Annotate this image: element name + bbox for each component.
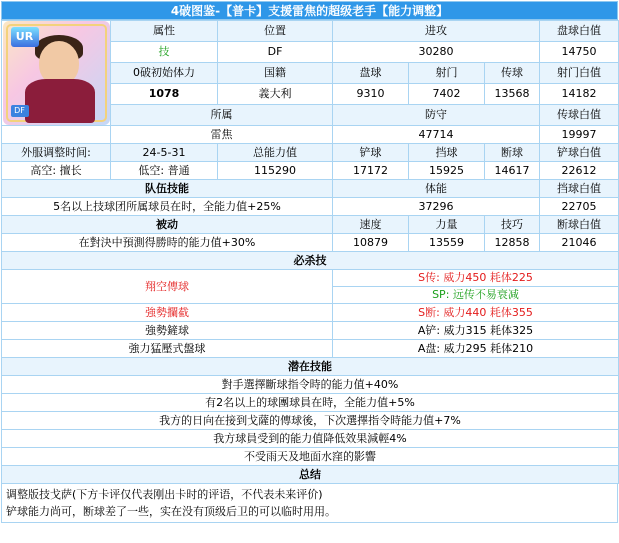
pass-base-label: 传球白值: [540, 105, 619, 126]
team-value: 雷焦: [111, 126, 333, 144]
position-value: DF: [218, 42, 333, 63]
block-base-label: 挡球白值: [540, 180, 619, 198]
intercept-value: 14617: [485, 162, 540, 180]
dribble-base-label: 盘球白值: [540, 21, 619, 42]
tackle-value: 17172: [333, 162, 409, 180]
total-value: 115290: [218, 162, 333, 180]
power-value: 13559: [409, 234, 485, 252]
attr-label: 属性: [111, 21, 218, 42]
appearance-label: 外服调整时间:: [2, 144, 111, 162]
potential-item: 有2名以上的球團球員在時，全能力值+5%: [2, 394, 619, 412]
stamina-value: 37296: [333, 198, 540, 216]
team-skill-header: 队伍技能: [2, 180, 333, 198]
intercept-base-label: 断球白值: [540, 216, 619, 234]
rank-badge: UR: [11, 27, 39, 47]
shoot-base-label: 射门白值: [540, 63, 619, 84]
speed-value: 10879: [333, 234, 409, 252]
block-value: 15925: [409, 162, 485, 180]
block-label: 挡球: [409, 144, 485, 162]
special-effect-line: S传: 威力450 耗体225: [333, 270, 619, 287]
special-name: 翔空傳球: [2, 270, 333, 304]
card-art: [3, 21, 110, 125]
init-stamina-value: 1078: [111, 84, 218, 105]
pass-value: 13568: [485, 84, 540, 105]
shoot-base-value: 14182: [540, 84, 619, 105]
block-base-value: 22705: [540, 198, 619, 216]
shoot-label: 射门: [409, 63, 485, 84]
tackle-base-label: 铲球白值: [540, 144, 619, 162]
dribble-label: 盘球: [333, 63, 409, 84]
tackle-base-value: 22612: [540, 162, 619, 180]
team-label: 所属: [111, 105, 333, 126]
special-effect-line: S断: 威力440 耗体355: [333, 304, 619, 322]
page-title: 4破图鉴-【普卡】支援雷焦的超级老手【能力调整】: [1, 1, 618, 20]
stats-table: [1, 20, 619, 484]
potential-header: 潜在技能: [2, 358, 619, 376]
summary-line: 铲球能力尚可，断球差了一些，实在没有顶级后卫的可以临时用用。: [6, 505, 336, 518]
summary-text: [1, 484, 618, 523]
special-header: 必杀技: [2, 252, 619, 270]
special-effect-line: SP: 远传不易衰减: [333, 287, 619, 304]
special-name: 強力猛壓式盤球: [2, 340, 333, 358]
low-ball-value: 低空: 普通: [111, 162, 218, 180]
summary-line: 调整版技戈萨(下方卡评仅代表刚出卡时的评语，不代表未来评价): [6, 488, 323, 501]
appearance-value: 24-5-31: [111, 144, 218, 162]
power-label: 力量: [409, 216, 485, 234]
intercept-label: 断球: [485, 144, 540, 162]
passive-header: 被动: [2, 216, 333, 234]
team-skill-text: 5名以上技球团所属球员在时，全能力值+25%: [2, 198, 333, 216]
potential-item: 不受雨天及地面水窪的影響: [2, 448, 619, 466]
special-name: 強勢鏟球: [2, 322, 333, 340]
photo-spacer: [2, 126, 111, 144]
card-portrait: [2, 21, 111, 126]
passive-text: 在對決中預測得勝時的能力值+30%: [2, 234, 333, 252]
nationality-value: 義大利: [218, 84, 333, 105]
summary-header: 总结: [2, 466, 619, 484]
technique-label: 技巧: [485, 216, 540, 234]
shoot-value: 7402: [409, 84, 485, 105]
potential-item: 我方的日向在接到戈薩的傳球後，下次選擇指令時能力值+7%: [2, 412, 619, 430]
defense-value: 47714: [333, 126, 540, 144]
special-effect-line: A盘: 威力295 耗体210: [333, 340, 619, 358]
potential-item: 對手選擇斷球指令時的能力值+40%: [2, 376, 619, 394]
defense-label: 防守: [333, 105, 540, 126]
special-effect-line: A铲: 威力315 耗体325: [333, 322, 619, 340]
technique-value: 12858: [485, 234, 540, 252]
position-badge: DF: [11, 105, 29, 117]
potential-item: 我方球員受到的能力值降低效果減輕4%: [2, 430, 619, 448]
intercept-base-value: 21046: [540, 234, 619, 252]
position-label: 位置: [218, 21, 333, 42]
stamina-label: 体能: [333, 180, 540, 198]
attack-value: 30280: [333, 42, 540, 63]
init-stamina-label: 0破初始体力: [111, 63, 218, 84]
dribble-value: 9310: [333, 84, 409, 105]
high-ball-value: 高空: 擅长: [2, 162, 111, 180]
special-name: 強勢攔截: [2, 304, 333, 322]
nationality-label: 国籍: [218, 63, 333, 84]
speed-label: 速度: [333, 216, 409, 234]
pass-base-value: 19997: [540, 126, 619, 144]
attr-value: 技: [111, 42, 218, 63]
attack-label: 进攻: [333, 21, 540, 42]
tackle-label: 铲球: [333, 144, 409, 162]
total-label: 总能力值: [218, 144, 333, 162]
pass-label: 传球: [485, 63, 540, 84]
dribble-base-value: 14750: [540, 42, 619, 63]
